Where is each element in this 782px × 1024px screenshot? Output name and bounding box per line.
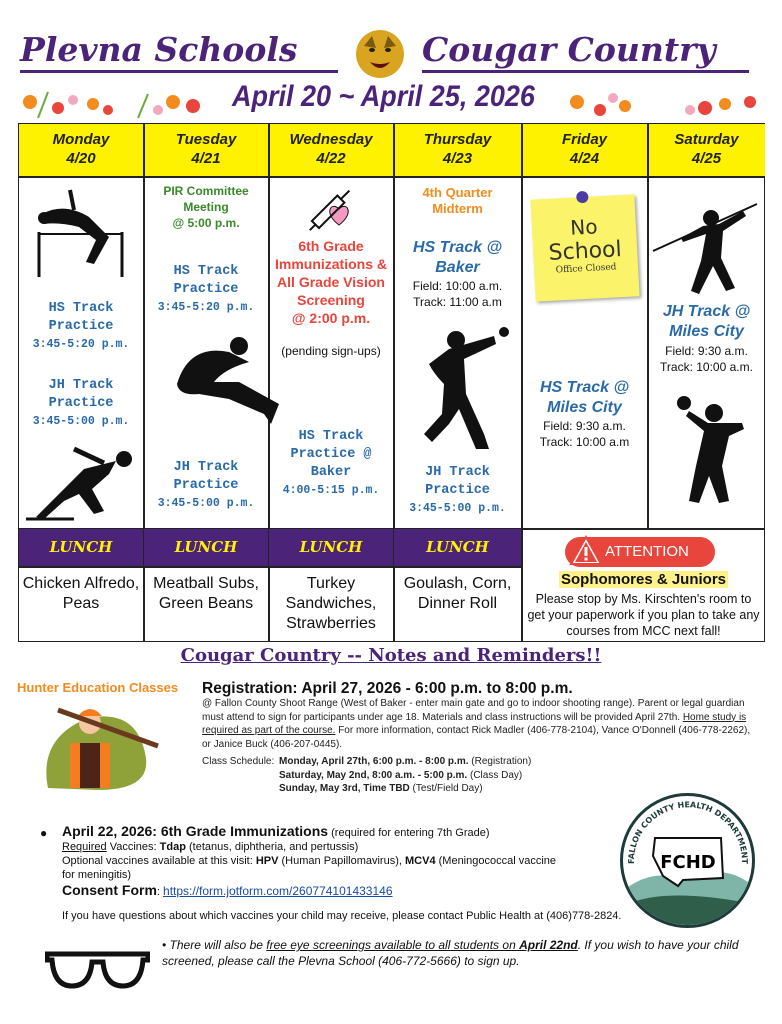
- lunch-label-thursday: LUNCH: [394, 529, 521, 566]
- hs-track-practice-monday: HS Track Practice 3:45-5:20 p.m.: [32, 301, 130, 351]
- hunter-education-label: Hunter Education Classes: [17, 680, 179, 695]
- midterm-event: 4th Quarter Midterm: [422, 185, 493, 216]
- attention-message: Please stop by Ms. Kirschten's room to get your paperwork if you plan to take any courses from MCC next fall!: [527, 592, 760, 638]
- lunch-menu-wednesday: Turkey Sandwiches, Strawberries: [285, 575, 377, 632]
- warning-icon: [569, 535, 603, 567]
- public-health-contact: If you have questions about which vaccines your child may receive, please contact Public Health at (406)778-2824.: [62, 910, 622, 922]
- jh-track-practice-tuesday: JH Track Practice 3:45-5:00 p.m.: [157, 460, 255, 510]
- day-header-thursday: Thursday 4/23: [394, 124, 521, 176]
- pending-signups-note: (pending sign-ups): [281, 344, 381, 358]
- lunch-menu-monday: Chicken Alfredo, Peas: [22, 575, 140, 612]
- consent-form-link[interactable]: https://form.jotform.com/260774101433146: [163, 884, 393, 898]
- jh-track-practice-thursday: JH Track Practice 3:45-5:00 p.m.: [409, 465, 506, 515]
- pushpin-icon: [576, 191, 589, 204]
- attention-audience: Sophomores & Juniors: [560, 571, 727, 588]
- jh-track-miles-city-saturday: JH Track @ Miles City: [662, 303, 751, 340]
- hunter-details: @ Fallon County Shoot Range (West of Baker - enter main gate and go to indoor shooting range). Parent or legal guardian must attend to sign for participants under age 18. Materials and class instructions will be provided April 27th. Home study is required as part of the course. For more information, contact Rick Madler (406-778-2104), Vance O'Donnell (406-778-2262), or Janice Buck (406-207-0445).: [202, 698, 751, 750]
- syringe-heart-icon: [301, 179, 361, 237]
- bullet-icon: ●: [40, 826, 48, 840]
- hs-track-practice-tuesday: HS Track Practice 3:45-5:20 p.m.: [157, 264, 255, 314]
- hunter-registration-heading: Registration: April 27, 2026 - 6:00 p.m. to 8:00 p.m.: [202, 680, 573, 697]
- hs-track-baker-thursday: HS Track @ Baker: [412, 239, 503, 276]
- flowers-decoration-left: [18, 82, 218, 120]
- day-header-tuesday: Tuesday 4/21: [144, 124, 268, 176]
- lunch-menu-thursday: Goulash, Corn, Dinner Roll: [403, 575, 512, 612]
- school-title: Plevna Schools: [20, 30, 338, 73]
- jh-track-practice-monday: JH Track Practice 3:45-5:00 p.m.: [32, 378, 130, 428]
- eyeglasses-icon: [45, 948, 150, 990]
- javelin-icon: [651, 196, 761, 301]
- divider: [19, 176, 764, 178]
- day-header-saturday: Saturday 4/25: [648, 124, 765, 176]
- lunch-label-wednesday: LUNCH: [269, 529, 393, 566]
- fchd-logo: [620, 793, 755, 928]
- saturday-times: Field: 9:30 a.m. Track: 10:00 a.m.: [660, 344, 753, 374]
- lunch-label-tuesday: LUNCH: [144, 529, 268, 566]
- weekly-calendar: [18, 123, 765, 642]
- shot-put-icon: [404, 324, 514, 454]
- date-range: April 20 ~ April 25, 2026: [232, 80, 535, 113]
- day-header-monday: Monday 4/20: [19, 124, 143, 176]
- no-school-sticky-note: No School Office Closed: [530, 194, 639, 301]
- day-header-friday: Friday 4/24: [522, 124, 647, 176]
- sprinter-icon: [24, 439, 139, 521]
- hunter-illustration: [38, 698, 160, 793]
- class-schedule-label: Class Schedule:: [202, 756, 275, 767]
- hs-track-miles-city-friday: HS Track @ Miles City: [539, 379, 630, 416]
- lunch-menu-tuesday: Meatball Subs, Green Beans: [153, 575, 259, 612]
- cougar-country-title: Cougar Country: [422, 30, 749, 73]
- immunization-notice: April 22, 2026: 6th Grade Immunizations (required for entering 7th Grade) Required Vaccines: Tdap (tetanus, diphtheria, and pertussis) Optional vaccines available at this visit: HPV (Human Papillomavirus), MCV4 (Meningococcal vaccine for meningitis) Consent Form: https://form.jotform.com/260774101433146: [62, 823, 557, 898]
- hs-track-practice-baker-wednesday: HS Track Practice @ Baker 4:00-5:15 p.m.: [282, 429, 380, 497]
- fchd-ring-text: FALLON COUNTY HEALTH DEPARTMENT: [626, 800, 750, 865]
- high-jump-icon: [34, 182, 129, 277]
- thursday-times: Field: 10:00 a.m. Track: 11:00 a.m: [412, 279, 503, 309]
- lunch-label-monday: LUNCH: [19, 529, 143, 566]
- day-header-wednesday: Wednesday 4/22: [269, 124, 393, 176]
- eye-screening-notice: • There will also be free eye screenings available to all students on April 22nd. If you wish to have your child screened, please call the Plevna School (406-772-5666) to sign up.: [162, 938, 739, 968]
- long-jump-icon: [169, 334, 284, 429]
- fchd-abbr: FCHD: [660, 852, 716, 873]
- notes-title: Cougar Country -- Notes and Reminders!!: [180, 645, 602, 666]
- cougar-logo: [350, 28, 410, 80]
- class-schedule: Monday, April 27th, 6:00 p.m. - 8:00 p.m. (Registration) Saturday, May 2nd, 8:00 a.m. - 5:00 p.m. (Class Day) Sunday, May 3rd, Time TBD (Test/Field Day): [279, 756, 532, 794]
- attention-badge: ATTENTION: [565, 537, 715, 567]
- flowers-decoration-right: [565, 82, 765, 120]
- friday-times: Field: 9:30 a.m. Track: 10:00 a.m: [539, 419, 630, 449]
- pir-committee-meeting: PIR Committee Meeting @ 5:00 p.m.: [163, 184, 249, 230]
- immunization-vision-event: 6th Grade Immunizations & All Grade Vision Screening @ 2:00 p.m.: [274, 238, 387, 326]
- discus-icon: [674, 391, 754, 516]
